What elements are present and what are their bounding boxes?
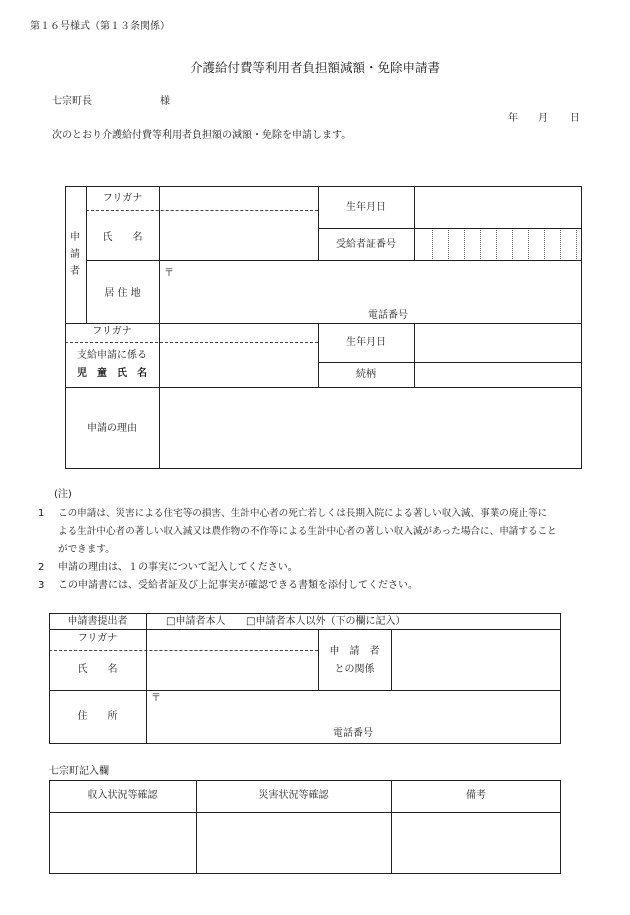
postal-mark: 〒 (164, 268, 174, 279)
applicant-group-label-2: 請 (70, 249, 80, 260)
note-2: 申請の理由は、１の事実について記入してください。 (58, 562, 298, 573)
town-section-label: 七宗町記入欄 (49, 766, 109, 777)
child-furigana-label: フリガナ (92, 326, 132, 337)
note-1-line2: よる生計中心者の著しい収入減又は農作物の不作等による生計中心者の著しい収入減があった場合に、申請すること (58, 526, 557, 537)
child-label-line2: 児 童 氏 名 (77, 368, 147, 379)
intro-text: 次のとおり介護給付費等利用者負担額の減額・免除を申請します。 (52, 130, 352, 141)
submitter-name-label: 氏 名 (77, 664, 118, 675)
submitter-furigana-label: フリガナ (77, 633, 118, 644)
applicant-group-label-3: 者 (70, 266, 80, 277)
income-check-header: 収入状況等確認 (87, 790, 158, 801)
submitter-option-self[interactable]: □申請者本人 (166, 616, 226, 627)
applicant-name-label: 氏 名 (102, 232, 143, 243)
note-3: この申請書には、受給者証及び上記事実が確認できる書類を添付してください。 (58, 580, 418, 591)
notes-header: (注) (54, 489, 72, 500)
child-label-line1: 支給申請に係る (77, 350, 147, 361)
recipient-number-label: 受給者証番号 (336, 239, 396, 250)
honorific: 様 (160, 96, 170, 107)
disaster-check-header: 災害状況等確認 (258, 790, 329, 801)
applicant-group-label-1: 申 (70, 232, 80, 243)
page-title: 介護給付費等利用者負担額減額・免除申請書 (189, 60, 440, 75)
date-month: 月 (538, 113, 548, 124)
applicant-furigana-label: フリガナ (102, 193, 143, 204)
note-1-line1: この申請は、災害による住宅等の損害、生計中心者の死亡若しくは長期入院による著しい収入減、事業の廃止等に (58, 508, 548, 519)
remarks-header: 備考 (466, 790, 486, 801)
note-2-number: 2 (38, 562, 45, 573)
reason-label: 申請の理由 (87, 423, 137, 434)
applicant-phone-label: 電話番号 (368, 310, 408, 321)
submitter-address-label: 住 所 (77, 711, 118, 722)
date-year: 年 (508, 113, 518, 124)
applicant-birthdate-label: 生年月日 (346, 202, 386, 213)
submitter-postal-mark: 〒 (151, 693, 161, 704)
submitter-phone-label: 電話番号 (333, 728, 373, 739)
date-day: 日 (570, 113, 580, 124)
applicant-address-label: 居 住 地 (104, 288, 141, 299)
child-relation-label: 続柄 (356, 369, 376, 380)
note-1-line3: ができます。 (58, 544, 115, 555)
note-3-number: 3 (38, 580, 45, 591)
relation-label-line1: 申 請 者 (329, 646, 380, 657)
submitter-option-other[interactable]: □申請者本人以外（下の欄に記入） (246, 616, 406, 627)
addressee: 七宗町長 (52, 96, 92, 107)
submitter-label: 申請書提出者 (67, 616, 128, 627)
note-1-number: 1 (38, 508, 45, 519)
child-birthdate-label: 生年月日 (346, 337, 386, 348)
form-number: 第１６号様式（第１３条関係） (30, 21, 170, 32)
relation-label-line2: との関係 (334, 664, 375, 675)
